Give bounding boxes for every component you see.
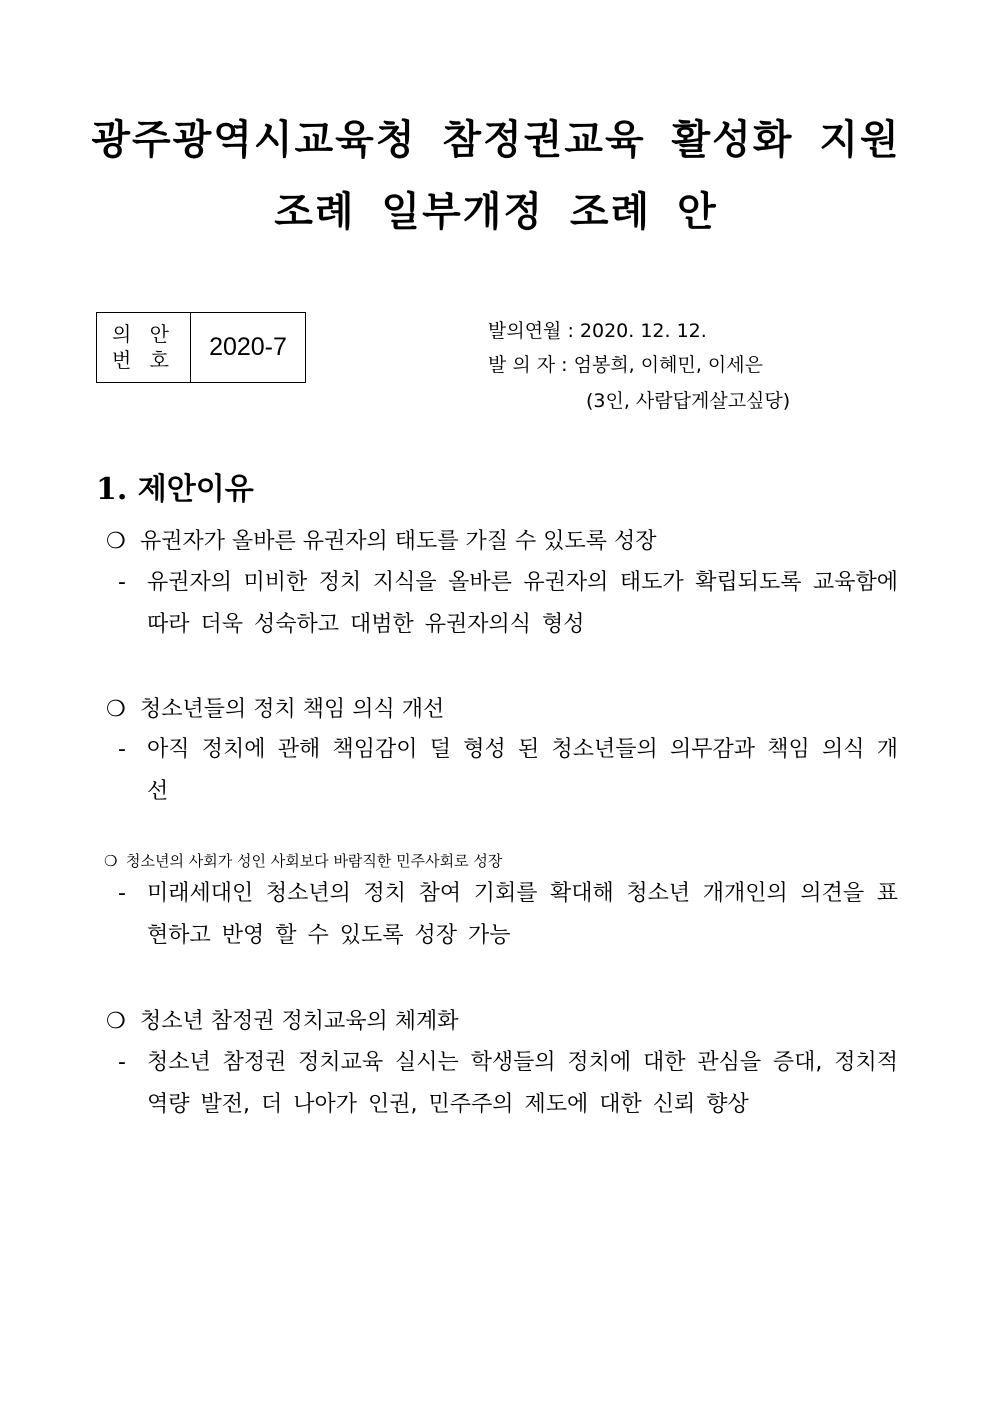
reason-bullet xyxy=(104,850,502,871)
circle-bullet-icon: ❍ xyxy=(106,1009,126,1034)
reason-detail xyxy=(118,562,898,646)
sponsors: 발 의 자 : 엄봉희, 이혜민, 이세은 xyxy=(488,354,763,376)
bill-number-label xyxy=(97,313,191,382)
dash-marker: - xyxy=(118,737,126,762)
document-title-line-2: 조례 일부개정 조례 안 xyxy=(274,188,718,235)
reason-bullet-text: 청소년의 사회가 성인 사회보다 바람직한 민주사회로 성장 xyxy=(126,852,503,870)
circle-bullet-icon: ❍ xyxy=(106,529,126,554)
reason-bullet xyxy=(106,692,444,723)
reason-bullet-text: 청소년 참정권 정치교육의 체계화 xyxy=(140,1009,459,1034)
bill-number-value: 2020-7 xyxy=(209,333,287,361)
document-title-line-1: 광주광역시교육청 참정권교육 활성화 지원 xyxy=(91,116,901,163)
dash-marker: - xyxy=(118,881,126,906)
dash-marker: - xyxy=(118,570,126,595)
section-heading: 1. 제안이유 xyxy=(96,472,254,507)
reason-detail-text: 미래세대인 청소년의 정치 참여 기회를 확대해 청소년 개개인의 의견을 표현하고 반영 할 수 있도록 성장 가능 xyxy=(147,881,898,948)
reason-detail-text: 유권자의 미비한 정치 지식을 올바른 유권자의 태도가 확립되도록 교육함에 따라 더욱 성숙하고 대범한 유권자의식 형성 xyxy=(147,570,898,637)
reason-bullet xyxy=(106,1004,459,1035)
reason-detail xyxy=(118,873,898,957)
dash-marker: - xyxy=(118,1050,126,1075)
circle-bullet-icon: ❍ xyxy=(104,852,118,870)
reason-bullet-text: 청소년들의 정치 책임 의식 개선 xyxy=(140,697,445,722)
bill-number-label-line-2: 번 호 xyxy=(112,348,175,372)
circle-bullet-icon: ❍ xyxy=(106,697,126,722)
reason-detail xyxy=(118,729,898,813)
proposal-date: 발의연월 : 2020. 12. 12. xyxy=(488,320,707,342)
reason-bullet xyxy=(106,524,657,555)
reason-bullet-text: 유권자가 올바른 유권자의 태도를 가질 수 있도록 성장 xyxy=(140,529,657,554)
sponsor-party: (3인, 사람답게살고싶당) xyxy=(586,390,791,412)
reason-detail-text: 청소년 참정권 정치교육 실시는 학생들의 정치에 대한 관심을 증대, 정치적 역량 발전, 더 나아가 인권, 민주주의 제도에 대한 신뢰 향상 xyxy=(147,1050,898,1117)
reason-detail-text: 아직 정치에 관해 책임감이 덜 형성 된 청소년들의 의무감과 책임 의식 개선 xyxy=(147,737,898,804)
reason-detail xyxy=(118,1042,898,1126)
bill-number-label-line-1: 의 안 xyxy=(112,322,175,346)
bill-number-box xyxy=(96,312,306,383)
